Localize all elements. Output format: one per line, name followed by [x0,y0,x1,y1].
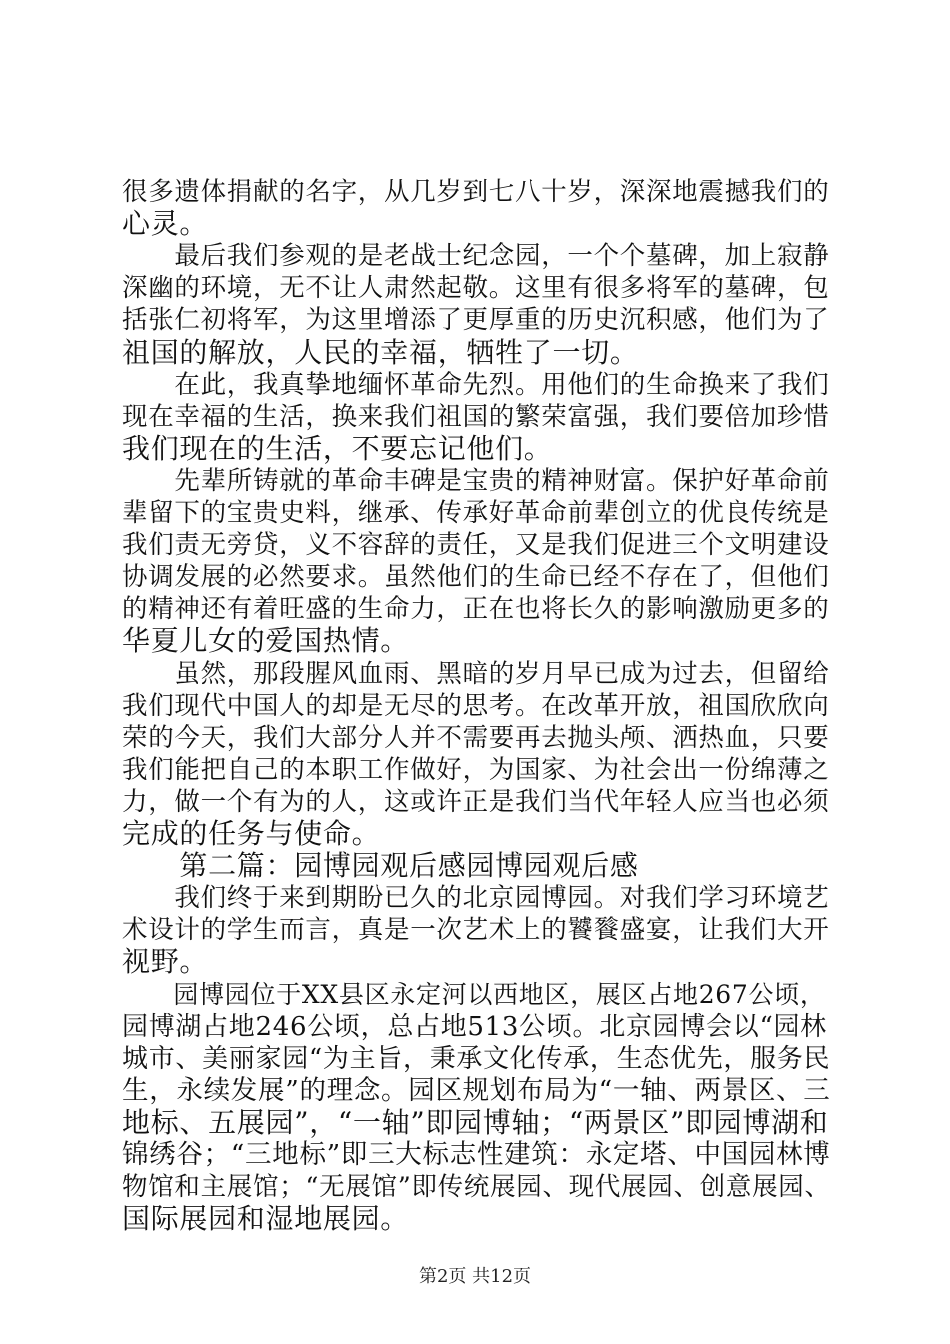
text-line: 第二篇：园博园观后感园博园观后感 [122,849,639,882]
text-line: 很多遗体捐献的名字，从几岁到七八十岁，深深地震撼我们的 [122,177,830,207]
text-line: 术设计的学生而言，真是一次艺术上的饕餮盛宴，让我们大开 [122,915,830,945]
text-line: 国际展园和湿地展园。 [122,1202,410,1235]
text-line: 我们现代中国人的却是无尽的思考。在改革开放，祖国欣欣向 [122,691,830,721]
text-line: 最后我们参观的是老战士纪念园，一个个墓碑，加上寂静 [122,241,830,271]
text-line: 我们能把自己的本职工作做好，为国家、为社会出一份绵薄之 [122,755,830,785]
text-line: 虽然，那段腥风血雨、黑暗的岁月早已成为过去，但留给 [122,659,830,689]
text-line: 锦绣谷；“三地标”即三大标志性建筑：永定塔、中国园林博 [122,1139,831,1170]
text-line: 荣的今天，我们大部分人并不需要再去抛头颅、洒热血，只要 [122,723,830,753]
text-line: 生，永续发展”的理念。园区规划布局为“一轴、两景区、三 [122,1075,831,1106]
text-line: 我们现在的生活，不要忘记他们。 [122,432,553,465]
text-line: 地标、五展园”，“一轴”即园博轴；“两景区”即园博湖和 [122,1106,829,1139]
text-line: 华夏儿女的爱国热情。 [122,624,410,657]
text-line: 先辈所铸就的革命丰碑是宝贵的精神财富。保护好革命前 [122,466,830,496]
text-line: 心灵。 [122,207,209,240]
text-line: 完成的任务与使命。 [122,817,381,850]
text-line: 祖国的解放，人民的幸福，牺牲了一切。 [122,336,639,369]
text-line: 园博湖占地246公顷，总占地513公顷。北京园博会以“园林 [122,1012,827,1042]
text-line: 我们终于来到期盼已久的北京园博园。对我们学习环境艺 [122,883,830,913]
text-line: 物馆和主展馆；“无展馆”即传统展园、现代展园、创意展园、 [122,1172,831,1202]
text-line: 协调发展的必然要求。虽然他们的生命已经不存在了，但他们 [122,562,830,592]
text-line: 在此，我真挚地缅怀革命先烈。用他们的生命换来了我们 [122,370,830,400]
text-line: 现在幸福的生活，换来我们祖国的繁荣富强，我们要倍加珍惜 [122,402,830,432]
text-line: 我们责无旁贷，义不容辞的责任，又是我们促进三个文明建设 [122,530,830,560]
text-line: 视野。 [122,945,209,978]
text-line: 辈留下的宝贵史料，继承、传承好革命前辈创立的优良传统是 [122,498,830,528]
page-footer: 第2页 共12页 [418,1266,532,1287]
text-line: 的精神还有着旺盛的生命力，正在也将长久的影响激励更多的 [122,594,830,624]
text-line: 力，做一个有为的人，这或许正是我们当代年轻人应当也必须 [122,787,830,817]
text-line: 深幽的环境，无不让人肃然起敬。这里有很多将军的墓碑，包 [122,273,830,303]
text-line: 城市、美丽家园“为主旨，秉承文化传承，生态优先，服务民 [122,1044,831,1074]
text-line: 括张仁初将军，为这里增添了更厚重的历史沉积感，他们为了 [122,305,830,335]
text-line: 园博园位于XX县区永定河以西地区，展区占地267公顷， [122,980,826,1009]
